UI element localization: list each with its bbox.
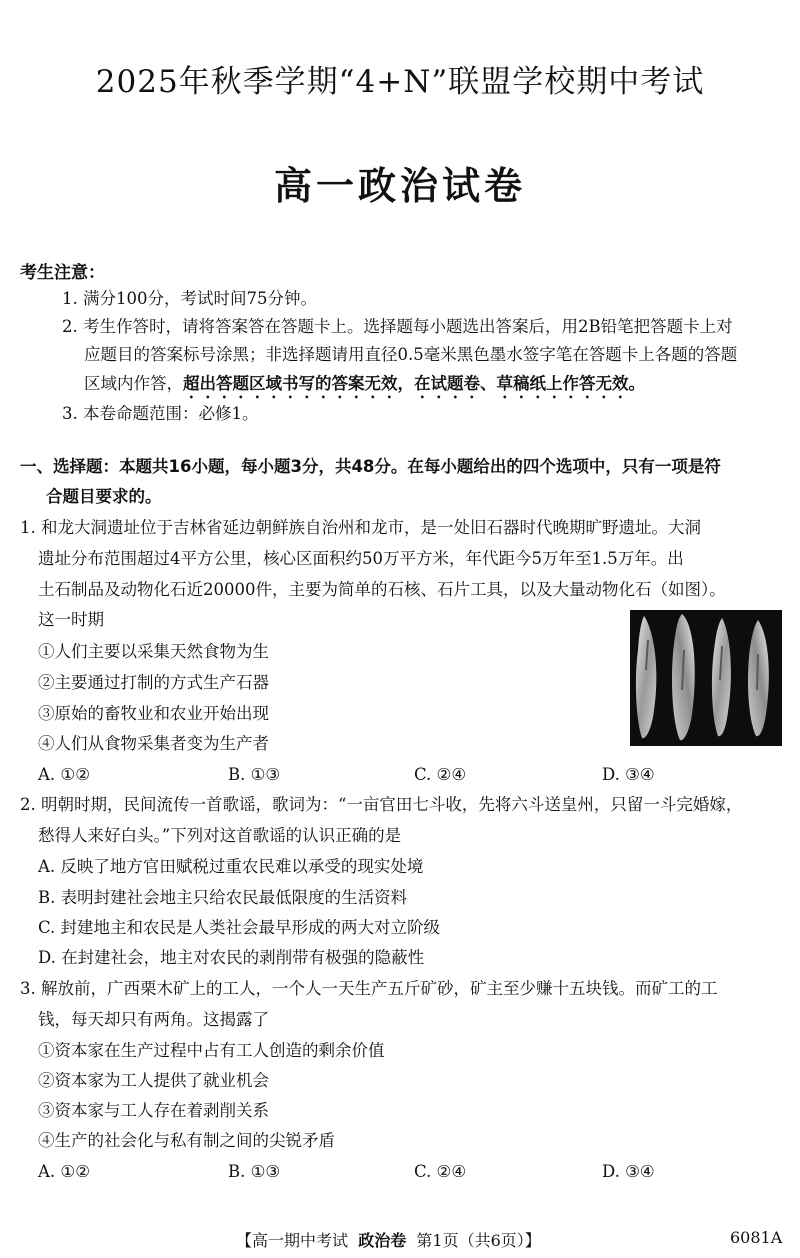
notice-item-1: 1. 满分100分，考试时间75分钟。 <box>62 289 317 308</box>
q2-stem-line-1: 2. 明朝时期，民间流传一首歌谣，歌词为：“一亩官田七斗收，先将六斗送皇州，只留一斗完婚嫁， <box>20 795 743 814</box>
q1-statement-4: ④人们从食物采集者变为生产者 <box>38 734 269 753</box>
q1-stem-line-3: 土石制品及动物化石近20000件，主要为简单的石核、石片工具，以及大量动物化石（如图）。 <box>38 580 726 599</box>
q1-stem-line-1: 1. 和龙大洞遗址位于吉林省延边朝鲜族自治州和龙市，是一处旧石器时代晚期旷野遗址。大洞 <box>20 518 701 537</box>
footer-subject: 政治卷 <box>358 1231 407 1250</box>
stone-tool-4 <box>748 620 769 736</box>
q2-option-d: D. 在封建社会，地主对农民的剥削带有极强的隐蔽性 <box>38 948 425 967</box>
footer-bracket-close: 】 <box>524 1231 541 1250</box>
q3-statement-2: ②资本家为工人提供了就业机会 <box>38 1071 269 1090</box>
section-1-heading-line-1: 一、选择题：本题共16小题，每小题3分，共48分。在每小题给出的四个选项中，只有一项是符 <box>20 457 721 476</box>
q1-option-d: D. ③④ <box>602 765 655 784</box>
q3-statement-1: ①资本家在生产过程中占有工人创造的剩余价值 <box>38 1041 385 1060</box>
notice-heading: 考生注意： <box>20 263 105 283</box>
paper-subtitle: 高一政治试卷 <box>273 164 526 208</box>
paper-code: 6081A <box>730 1228 783 1247</box>
exam-title: 2025年秋季学期“4+N”联盟学校期中考试 <box>95 64 705 100</box>
q1-stem-line-2: 遗址分布范围超过4平方公里，核心区面积约50万平方米，年代距今5万年至1.5万年。出 <box>38 549 684 568</box>
notice-emphasis: 超出答题区域书写的答案无效，在试题卷、草稿纸上作答无效。 <box>183 374 645 393</box>
footer-page-number: 第1页（共6页） <box>416 1231 525 1250</box>
q3-option-d: D. ③④ <box>602 1162 655 1181</box>
q2-stem-line-2: 愁得人来好白头。”下列对这首歌谣的认识正确的是 <box>38 826 402 845</box>
notice-item-2-line-3 <box>84 372 645 402</box>
footer-bracket-open: 【 <box>236 1231 253 1250</box>
q1-statement-1: ①人们主要以采集天然食物为生 <box>38 642 269 661</box>
notice-item-2-line-2: 应题目的答案标号涂黑；非选择题请用直径0.5毫米黑色墨水签字笔在答题卡上各题的答题 <box>84 345 738 364</box>
q2-option-b: B. 表明封建社会地主只给农民最低限度的生活资料 <box>38 888 408 907</box>
notice-item-2-line-1: 2. 考生作答时，请将答案答在答题卡上。选择题每小题选出答案后，用2B铅笔把答题卡上对 <box>62 317 733 336</box>
q2-option-a: A. 反映了地方官田赋税过重农民难以承受的现实处境 <box>38 857 424 876</box>
q3-option-b: B. ①③ <box>228 1162 281 1181</box>
footer-exam: 高一期中考试 <box>252 1231 349 1250</box>
q3-stem-line-2: 钱，每天却只有两角。这揭露了 <box>38 1010 269 1029</box>
q3-option-c: C. ②④ <box>414 1162 467 1181</box>
stone-tools-illustration <box>630 610 782 746</box>
footer-info <box>236 1228 541 1251</box>
section-1-heading-line-2: 合题目要求的。 <box>46 487 162 506</box>
q1-option-c: C. ②④ <box>414 765 467 784</box>
notice-item-3: 3. 本卷命题范围：必修1。 <box>62 404 259 423</box>
q1-statement-3: ③原始的畜牧业和农业开始出现 <box>38 704 269 723</box>
q2-option-c: C. 封建地主和农民是人类社会最早形成的两大对立阶级 <box>38 918 441 937</box>
q1-statement-2: ②主要通过打制的方式生产石器 <box>38 673 269 692</box>
q1-option-a: A. ①② <box>38 765 90 784</box>
q3-option-a: A. ①② <box>38 1162 90 1181</box>
stone-tools-photo <box>630 610 782 746</box>
q3-stem-line-1: 3. 解放前，广西栗木矿上的工人，一个人一天生产五斤矿砂，矿主至少赚十五块钱。而矿工的工 <box>20 979 718 998</box>
q1-stem-line-4: 这一时期 <box>38 610 104 629</box>
stone-tool-1 <box>636 616 656 738</box>
q1-option-b: B. ①③ <box>228 765 281 784</box>
q3-statement-4: ④生产的社会化与私有制之间的尖锐矛盾 <box>38 1131 335 1150</box>
notice-item-2-line-3-plain: 区域内作答， <box>84 374 183 393</box>
q3-statement-3: ③资本家与工人存在着剥削关系 <box>38 1101 269 1120</box>
stone-tool-3 <box>712 618 731 736</box>
